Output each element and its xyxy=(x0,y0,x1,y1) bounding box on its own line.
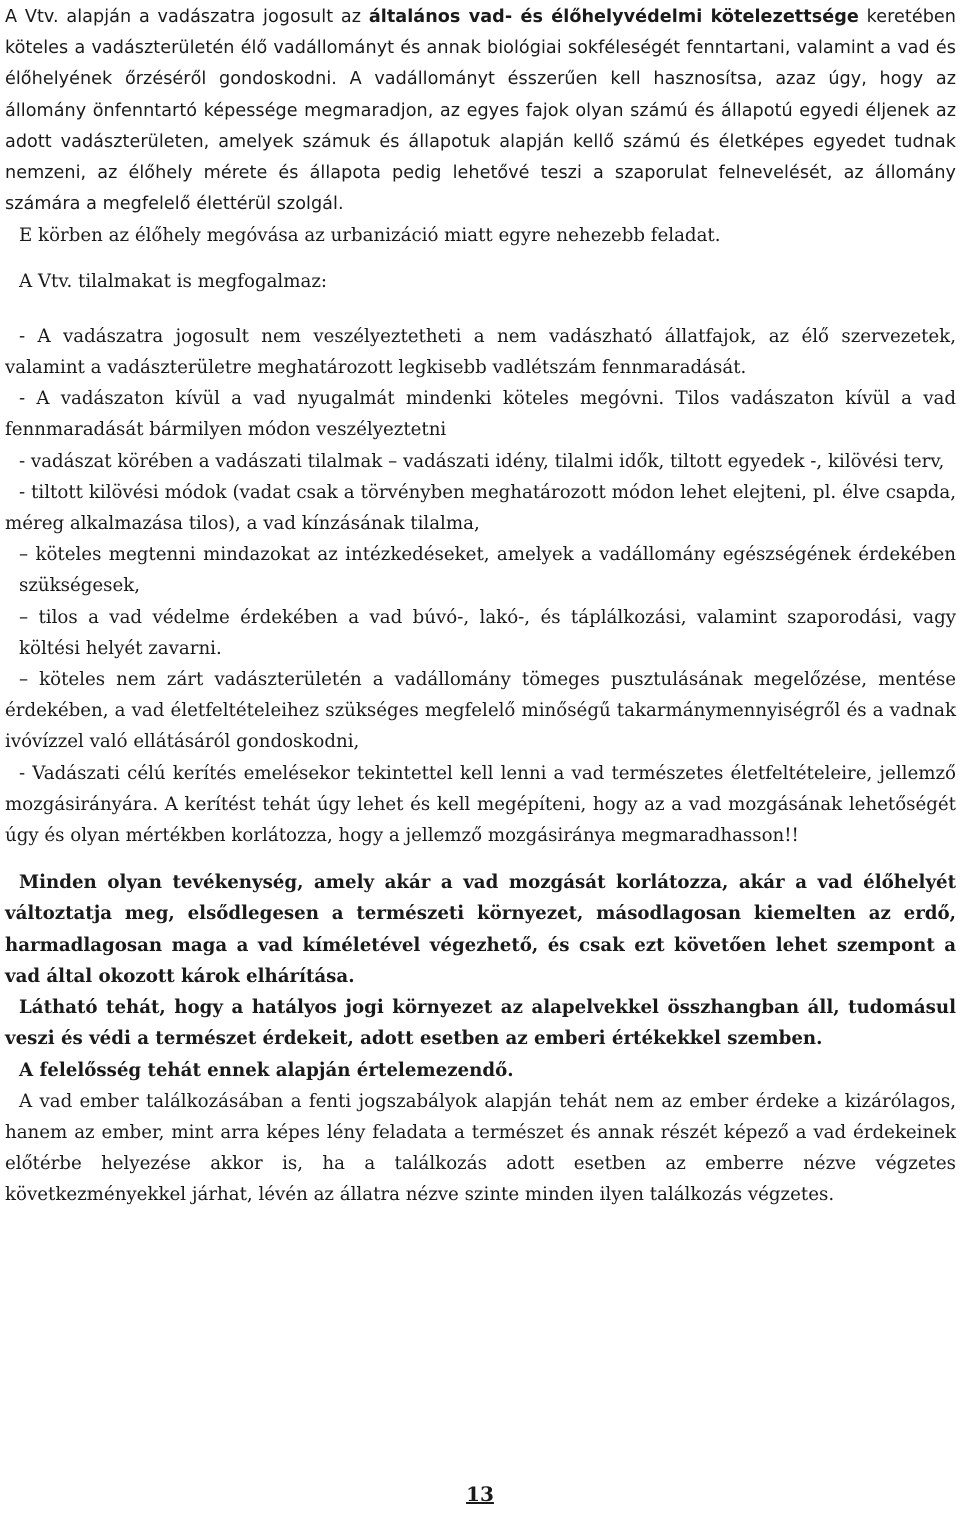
document-page xyxy=(5,2,956,1211)
prohibition-item-3: - vadászat körében a vadászati tilalmak – vadászati idény, tilalmi idők, tiltott egyedek -, kilövési terv, xyxy=(19,450,945,472)
prohibitions-intro: A Vtv. tilalmakat is megfogalmaz: xyxy=(19,270,328,292)
intro-text-bold: általános vad- és élőhelyvédelmi kötelezettsége xyxy=(368,7,859,27)
urbanization-paragraph: E körben az élőhely megóvása az urbanizáció miatt egyre nehezebb feladat. xyxy=(19,225,721,247)
prohibition-item-2: - A vadászaton kívül a vad nyugalmát mindenki köteles megóvni. Tilos vadászaton kívül a vad fennmaradását bármilyen módon veszélyeztetni xyxy=(5,388,956,441)
bold-paragraph-2: Látható tehát, hogy a hatályos jogi környezet az alapelvekkel összhangban áll, tudomásul veszi és védi a természet érdekeit, adott esetben az emberi értékekkel szemben. xyxy=(5,997,956,1050)
intro-paragraph xyxy=(5,2,956,220)
prohibition-item-1: - A vadászatra jogosult nem veszélyeztetheti a nem vadászható állatfajok, az élő szervezetek, valamint a vadászterületre meghatározott legkisebb vadlétszám fennmaradását. xyxy=(5,325,956,379)
intro-text-a: A Vtv. alapján a vadászatra jogosult az xyxy=(5,7,369,27)
prohibition-item-4: - tiltott kilövési módok (vadat csak a törvényben meghatározott módon lehet elejteni, pl. élve csapda, méreg alkalmazása tilos), a vad kínzásának tilalma, xyxy=(5,481,956,535)
intro-text-c: keretében köteles a vadászterületén élő vadállományt és annak biológiai sokféleségét fenntartani, valamint a vad és élőhelyének őrzéséről gondoskodni. xyxy=(5,7,957,90)
prohibition-item-6: – tilos a vad védelme érdekében a vad búvó-, lakó-, és táplálkozási, valamint szaporodási, vagy költési helyét zavarni. xyxy=(19,606,956,659)
prohibition-item-5: – köteles megtenni mindazokat az intézkedéseket, amelyek a vadállomány egészségének érdekében szükségesek, xyxy=(19,544,956,597)
prohibition-item-8: - Vadászati célú kerítés emelésekor tekintettel kell lenni a vad természetes életfeltételeire, jellemző mozgásirányára. A kerítést tehát úgy lehet és kell megépíteni, hogy az a vad mozgásának lehetőségét úgy és olyan mértékben korlátozza, hogy a jellemző mozgásiránya megmaradhasson!! xyxy=(5,762,956,847)
bold-paragraph-3: A felelősség tehát ennek alapján értelemezendő. xyxy=(19,1059,514,1081)
page-number: 13 xyxy=(466,1482,494,1506)
closing-paragraph: A vad ember találkozásában a fenti jogszabályok alapján tehát nem az ember érdeke a kizárólagos, hanem az ember, mint arra képes lény feladata a természet és annak részét képező a vad érdekeinek előtérbe helyezése akkor is, ha a találkozás adott esetben az emberre nézve végzetes következményekkel járhat, lévén az állatra nézve szinte minden ilyen találkozás végzetes. xyxy=(5,1090,956,1206)
bold-paragraph-1: Minden olyan tevékenység, amely akár a vad mozgását korlátozza, akár a vad élőhelyét változtatja meg, elsődlegesen a természeti környezet, másodlagosan kiemelten az erdő, harmadlagosan maga a vad kíméletével végezhető, és csak ezt követően lehet szempont a vad által okozott károk elhárítása. xyxy=(5,872,956,987)
prohibition-item-7: – köteles nem zárt vadászterületén a vadállomány tömeges pusztulásának megelőzése, mentése érdekében, a vad életfeltételeihez szükséges megfelelő minőségű takarmánymennyiségről és a vadnak ivóvízzel való ellátásáról gondoskodni, xyxy=(5,669,956,753)
intro-text-d: A vadállományt ésszerűen kell hasznosítsa, azaz úgy, hogy az állomány önfenntartó képessége megmaradjon, az egyes fajok olyan számú és állapotú egyedi éljenek az adott vadászterületen, amelyek számuk és állapotuk alapján kellő számú és életképes egyedet tudnak nemzeni, az élőhely mérete és állapota pedig lehetővé teszi a szaporulat felnevelését, az állomány számára a megfelelő élettérül szolgál. xyxy=(5,69,956,215)
